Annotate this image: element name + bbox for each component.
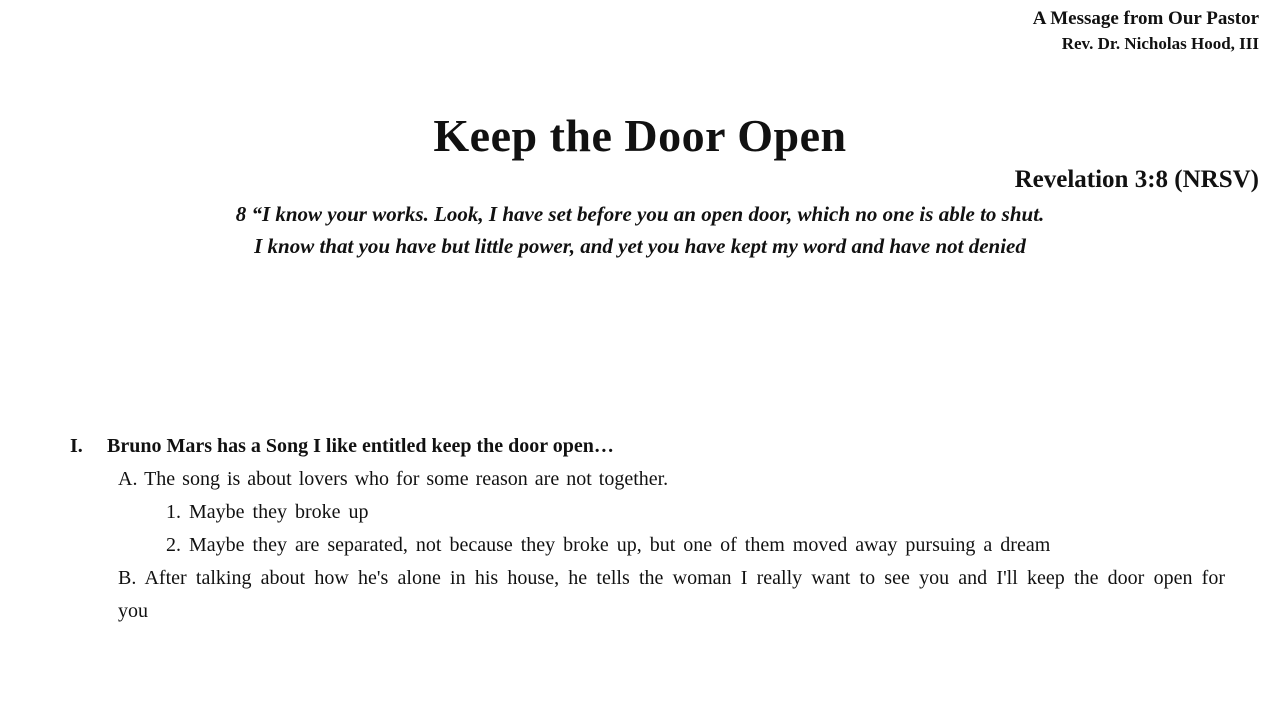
outline-item-1: 1. Maybe they broke up [166, 501, 369, 523]
outline-subpoint-a: A. The song is about lovers who for some reason are not together. [118, 468, 669, 490]
scripture-verse [0, 198, 1280, 262]
scripture-reference: Revelation 3:8 (NRSV) [1014, 166, 1259, 193]
slide-header [1033, 7, 1259, 57]
outline-point-number: I. [70, 435, 83, 457]
outline-point-text: Bruno Mars has a Song I like entitled keep the door open… [107, 435, 614, 457]
sermon-outline [70, 430, 1225, 628]
outline-subpoint-b: B. After talking about how he's alone in his house, he tells the woman I really want to see you and I'll keep the door open for you [118, 567, 1225, 622]
outline-point-1 [70, 430, 1225, 463]
verse-line: I know that you have but little power, and yet you have kept my word and have not denied [254, 234, 1026, 258]
outline-item-2: 2. Maybe they are separated, not because they broke up, but one of them moved away pursuing a dream [166, 534, 1051, 556]
verse-line: 8 “I know your works. Look, I have set before you an open door, which no one is able to shut. [235, 202, 1045, 226]
header-message-label: A Message from Our Pastor [1032, 8, 1259, 29]
sermon-title: Keep the Door Open [433, 110, 847, 161]
header-pastor-name: Rev. Dr. Nicholas Hood, III [1061, 34, 1259, 53]
